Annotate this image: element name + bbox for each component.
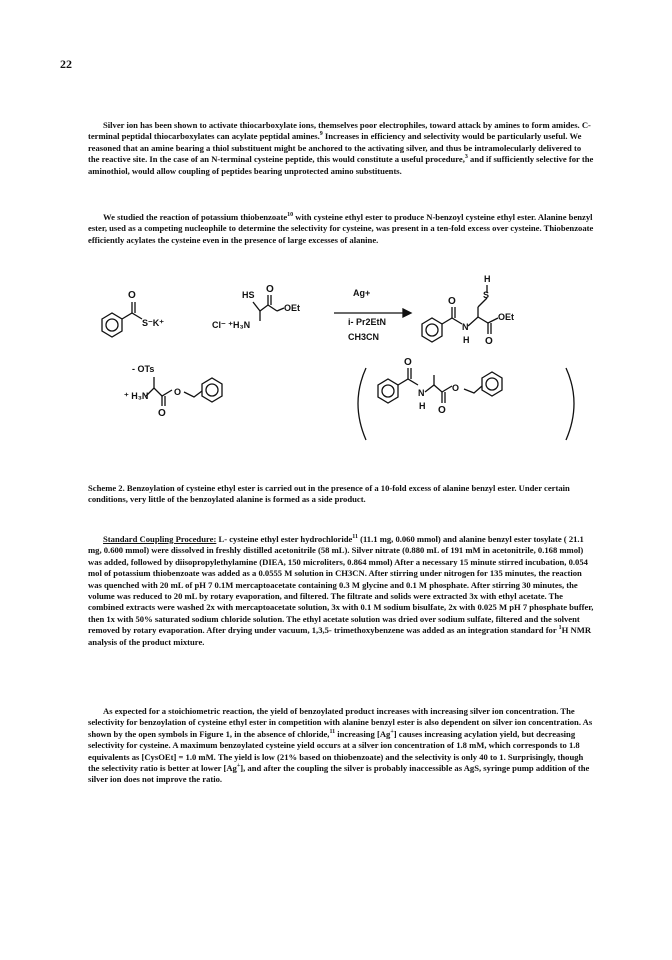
benzene-ring-2 [422,318,442,342]
p3c-text: H NMR analysis of the product mixture. [88,625,592,647]
o-label-4: O [485,336,493,347]
n-label-2: N [418,388,425,398]
benzene-ring-1 [102,313,122,337]
tosylate-label: - OTs [132,364,155,374]
p2-text: We studied the reaction of potassium thiobenzoate [103,212,288,222]
p4b-text: increasing [Ag [335,728,391,739]
ag-plus-2: + [236,763,241,770]
p4c-text: ] causes increasing acylation yield, but decreasing selectivity for cysteine. A maximum benzoylated cysteine yield occurs at a silver ion concentration of 1.8 mM, which corresponds to 1.8 equivalents as [CysOEt] = 1.0 mM. The yield is low (21% based on thiobenzoate) and the selectivity is only 40 to 1. Surprisingly, though the selectivity ratio is better at lower [Ag [88,728,584,774]
cysteine-amine-label: Cl⁻ ⁺H₃N [212,320,251,330]
p2b-text: with cysteine ethyl ester to produce N-benzoyl cysteine ethyl ester. Alanine benzyl ester, used as a competing nucleophile to determine the selectivity for cysteine, was present in a ten-fold excess over cysteine. Thiobenzoate efficiently acylates the cysteine even in the presence of large excesses of alanine. [88,212,594,245]
ref-10: 10 [287,212,294,219]
thiobenzoate-sk: S⁻K⁺ [142,318,165,328]
scheme-caption: Scheme 2. Benzoylation of cysteine ethyl ester is carried out in the presence of a 10-fold excess of alanine benzyl ester. Under certain conditions, very little of the benzoylated alanine is formed as a side product. [88,483,570,505]
ag-plus-1: + [390,728,394,735]
o-label-5: O [158,408,166,419]
p1-text: Silver ion has been shown to activate thiocarboxylate ions, themselves poor electrophiles, toward attack by amines to form amides. C-terminal peptidal thiocarboxylates can acylate peptidal amines. [88,120,591,142]
ref-9: 9 [319,131,323,138]
paragraph-4 [88,706,594,786]
reagent-base: i- Pr2EtN [348,317,387,327]
benzene-ring-5 [482,372,502,396]
reaction-scheme [88,268,598,458]
paragraph-2 [88,212,594,246]
ref-3: 3 [464,154,468,161]
page-number: 22 [60,57,72,71]
bracket-right [566,368,574,440]
o-label-3: O [448,296,456,307]
ref-11-b: 11 [329,728,336,735]
oet-label-1: OEt [284,303,301,313]
p3a-text: L- cysteine ethyl ester hydrochloride [216,534,353,544]
reagent-solvent: CH3CN [348,332,380,342]
nh-label-2: H [419,401,426,411]
o-label-1: O [128,290,136,301]
benzene-ring-3 [202,378,222,402]
benzene-ring-4 [378,379,398,403]
p4d-text: ], and after the coupling the silver is probably inaccessible as AgS, syringe pump addition of the silver ion does not improve the ratio. [88,763,590,785]
ref-11-a: 11 [352,534,358,541]
o-label-6: O [404,357,412,368]
o-label-7: O [438,405,446,416]
n-label-1: N [462,322,469,332]
p4a-text: As expected for a stoichiometric reaction, the yield of benzoylated product increases with increasing silver ion concentration. The selectivity for benzoylation of cysteine ethyl ester in competition with alanine benzyl ester is also dependent on silver ion concentration. As shown by the open symbols in Figure 1, in the absence of chloride, [88,706,593,739]
reagent-ag: Ag+ [353,288,371,298]
ester-o-label-2: O [452,383,460,393]
hs-label: HS [242,290,255,300]
alanine-amine-label: ⁺ H₃N [124,391,149,401]
scheme-svg [88,268,598,458]
p1c-text: and if sufficiently selective for the aminothiol, would allow coupling of peptides bearing unprotected amino substituents. [88,154,594,176]
s-label: S [483,290,490,300]
o-label-2: O [266,284,274,295]
procedure-heading: Standard Coupling Procedure: [103,534,217,544]
ester-o-label: O [174,387,182,397]
paragraph-procedure [88,534,594,648]
nh-label-1: H [463,335,470,345]
thiol-h-label: H [484,274,491,284]
bracket-left [358,368,366,440]
paragraph-1 [88,120,594,177]
p3b-text: (11.1 mg, 0.060 mmol) and alanine benzyl ester tosylate ( 21.1 mg, 0.600 mmol) were dissolved in freshly distilled acetonitrile (58 mL). Silver nitrate (0.880 mL of 191 mM in acetonitrile, 0.168 mmol) was added, followed by diisopropylethylamine (DIEA, 150 microliters, 0.864 mmol) After a necessary 15 minute stirred incubation, 0.054 mol of potassium thiobenzoate was added as a 0.0555 M solution in CH3CN. After stirring under nitrogen for 135 minutes, the reaction was quenched with 20 mL of pH 7 0.1M mercaptoacetate containing 0.3 M glycine and 0.1 M phosphate. After stirring 30 minutes, the volume was reduced to 20 mL by rotary evaporation, and filtered. The filtrate and solids were extracted 3x with ethyl acetate. The combined extracts were washed 2x with mercaptoacetate solution, 3x with 0.1 M sodium bisulfate, 2x with 0.025 M pH 7 phosphate buffer, then 1x with 50% saturated sodium chloride solution. The ethyl acetate solution was dried over sodium sulfate, filtered and the solvent removed by rotary evaporation. After drying under vacuum, 1,3,5- trimethoxybenzene was added as an integration standard for [88,534,594,636]
p1b-text: Increases in efficiency and selectivity would be particularly useful. We reasoned that an amine bearing a thiol substituent might be anchored to the activating silver, and thus be intramolecularly delivered to the reactive site. In the case of an N-terminal cysteine peptide, this would constitute a useful procedure, [88,131,582,165]
nmr-sup: 1 [558,625,562,632]
oet-label-2: OEt [498,312,515,322]
